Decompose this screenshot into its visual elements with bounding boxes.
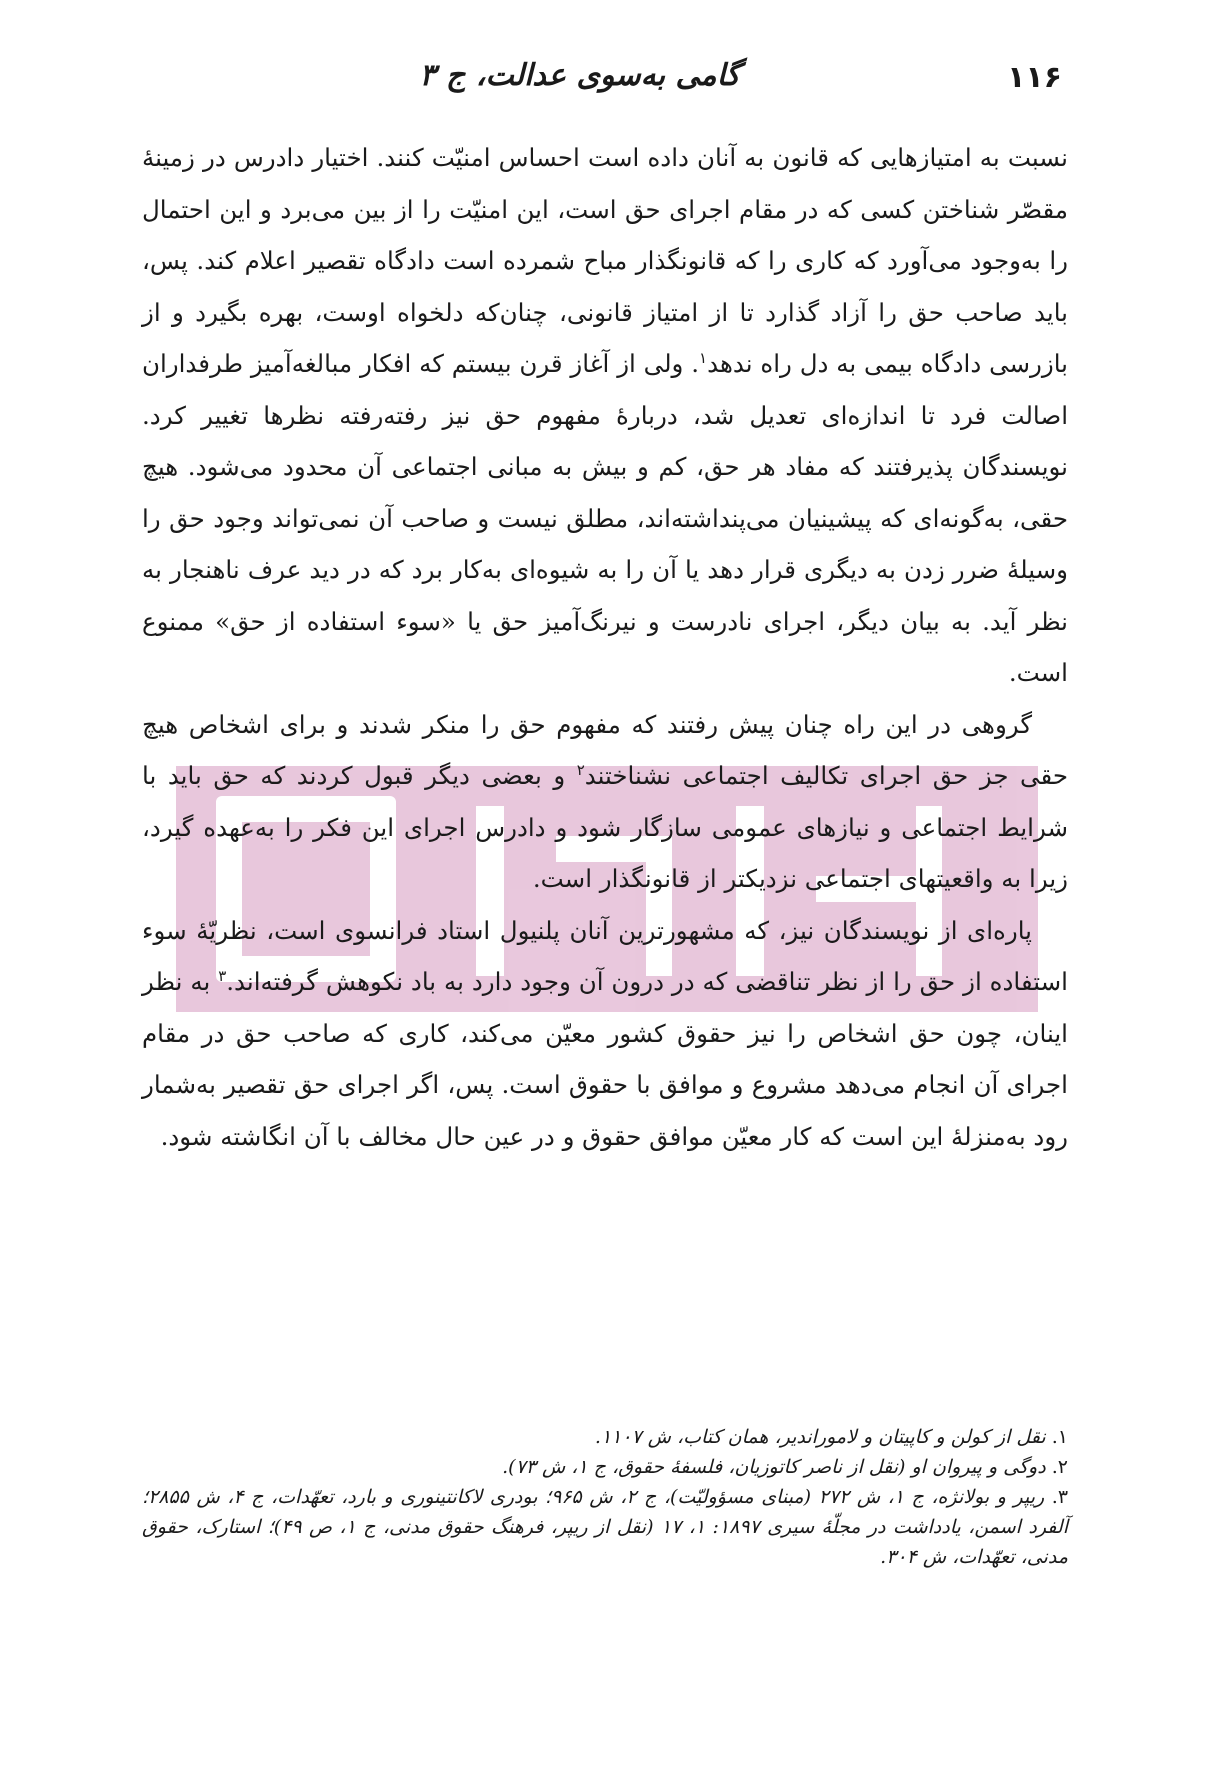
footnotes xyxy=(142,1422,1068,1572)
main-text xyxy=(142,132,1068,1162)
page-number: ۱۱۶ xyxy=(1007,60,1062,95)
footnote-ref-3[interactable]: ۳ xyxy=(218,966,227,985)
footnote-2: ۲. دوگی و پیروان او (نقل از ناصر کاتوزیان، فلسفهٔ حقوق، ج ۱، ش ۷۳). xyxy=(502,1456,1068,1478)
footnote-3: ۳. ریپر و بولانژه، ج ۱، ش ۲۷۲ (مبنای مسؤولیّت)، ج ۲، ش ۹۶۵؛ بودری لاکانتینوری و بارد، تعهّدات، ج ۴، ش ۲۸۵۵؛ آلفرد اسمن، یادداشت در مجلّهٔ سیری ۱۸۹۷: ۱، ۱۷ (نقل از ریپر، فرهنگ حقوق مدنی، ج ۱، ص ۴۹)؛ استارک، حقوق مدنی، تعهّدات، ش ۳۰۴. xyxy=(142,1486,1069,1568)
paragraph-1: نسبت به امتیازهایی که قانون به آنان داده است احساس امنیّت کنند. اختیار دادرس در زمینهٔ مقصّر شناختن کسی که در مقام اجرای حق است، این امنیّت را از بین می‌برد و این احتمال را به‌وجود می‌آورد که کاری را که قانونگذار مباح شمرده است دادگاه تقصیر اعلام کند. پس، باید صاحب حق را آزاد گذارد تا از امتیاز قانونی، چنان‌که دلخواه اوست، بهره بگیرد و از بازرسی دادگاه بیمی به دل راه ندهد$^۱$. ولی از آغاز قرن بیستم که افکار مبالغه‌آمیز طرفداران اصالت فرد تا اندازه‌ای تعدیل شد، دربارهٔ مفهوم حق نیز رفته‌رفته نظرها تغییر کرد. نویسندگان پذیرفتند که مفاد هر حق، کم و بیش به مبانی اجتماعی آن محدود می‌شود. هیچ حقی، به‌گونه‌ای که پیشینیان می‌پنداشته‌اند، مطلق نیست و صاحب آن نمی‌تواند وجود حق را وسیلهٔ ضرر زدن به دیگری قرار دهد یا آن را به شیوه‌ای به‌کار برد که در دید عرف ناهنجار به نظر آید. به بیان دیگر، اجرای نادرست و نیرنگ‌آمیز حق یا «سوء استفاده از حق» ممنوع است. xyxy=(142,143,1068,687)
footnote-1: ۱. نقل از کولن و کاپیتان و لاموراندیر، همان کتاب، ش ۱۱۰۷. xyxy=(594,1426,1068,1448)
paragraph-2: گروهی در این راه چنان پیش رفتند که مفهوم حق را منکر شدند و برای اشخاص هیچ حقی جز حق اجرای تکالیف اجتماعی نشناختند$^۲$ و بعضی دیگر قبول کردند که حق باید با شرایط اجتماعی و نیازهای عمومی سازگار شود و دادرس اجرای این فکر را به‌عهده گیرد، زیرا به واقعیتهای اجتماعی نزدیکتر از قانونگذار است. xyxy=(142,709,1068,893)
footnote-ref-2[interactable]: ۲ xyxy=(576,760,585,779)
page-header xyxy=(140,58,1070,108)
running-title: گامی به‌سوی عدالت، ج ۳ xyxy=(419,58,740,93)
paragraph-3: پاره‌ای از نویسندگان نیز، که مشهورترین آنان پلنیول استاد فرانسوی است، نظریّهٔ سوء استفاده از حق را از نظر تناقضی که در درون آن وجود دارد به باد نکوهش گرفته‌اند.$^۳$ به نظر اینان، چون حق اشخاص را نیز حقوق کشور معیّن می‌کند، کاری که صاحب حق در مقام اجرای آن انجام می‌دهد مشروع و موافق با حقوق است. پس، اگر اجرای حق تقصیر به‌شمار رود به‌منزلهٔ این است که کار معیّن موافق حقوق و در عین حال مخالف با آن انگاشته شود. xyxy=(142,915,1068,1151)
footnote-ref-1[interactable]: ۱ xyxy=(699,348,708,367)
